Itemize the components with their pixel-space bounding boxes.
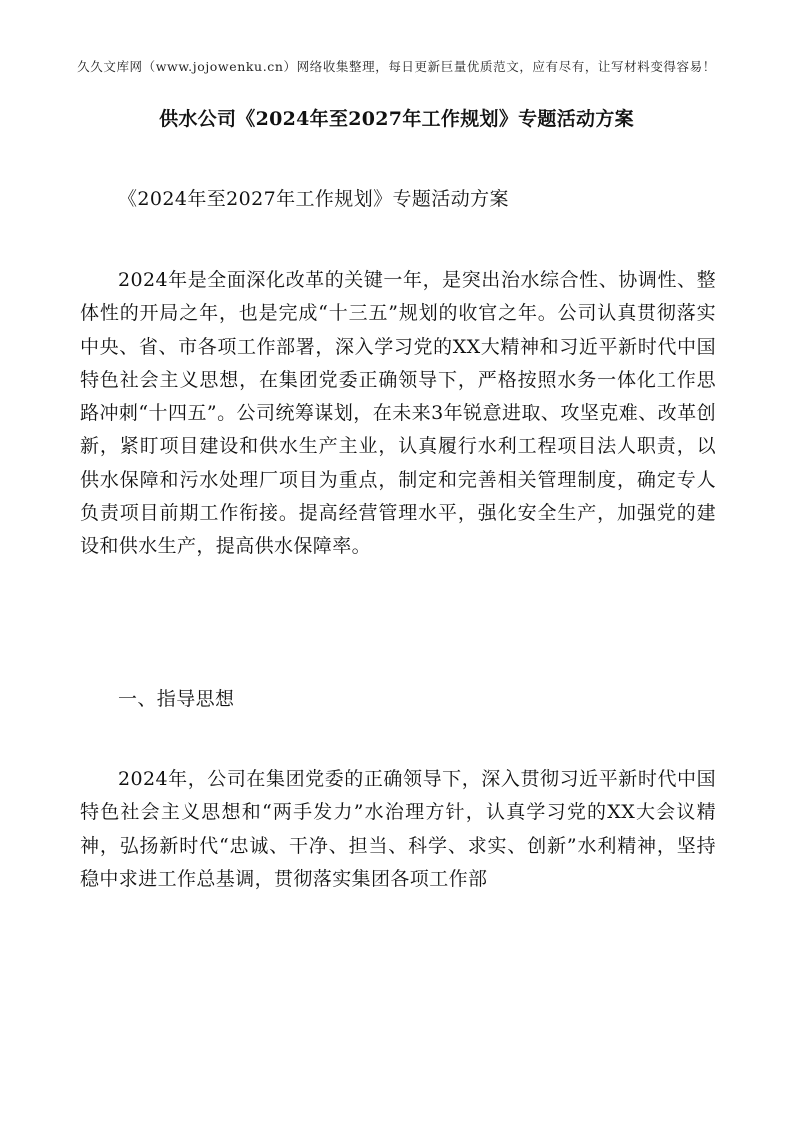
intro-paragraph: 2024年是全面深化改革的关键一年，是突出治水综合性、协调性、整体性的开局之年，也是完成“十三五”规划的收官之年。公司认真贯彻落实中央、省、市各项工作部署，深入学习党的XX大精神和习近平新时代中国特色社会主义思想，在集团党委正确领导下，严格按照水务一体化工作思路冲刺“十四五”。公司统筹谋划，在未来3年锐意进取、攻坚克难、改革创新，紧盯项目建设和供水生产主业，认真履行水利工程项目法人职责，以供水保障和污水处理厂项目为重点，制定和完善相关管理制度，确定专人负责项目前期工作衔接。提高经营管理水平，强化安全生产，加强党的建设和供水生产，提高供水保障率。 — [80, 269, 716, 558]
intro-paragraph-block — [80, 264, 716, 564]
guiding-ideology-paragraph: 2024年，公司在集团党委的正确领导下，深入贯彻习近平新时代中国特色社会主义思想和“两手发力”水治理方针，认真学习党的XX大会议精神，弘扬新时代“忠诚、干净、担当、科学、求实、创新”水利精神，坚持稳中求进工作总基调，贯彻落实集团各项工作部 — [80, 768, 716, 890]
section-heading-block — [80, 683, 716, 716]
document-title: 供水公司《2024年至2027年工作规划》专题活动方案 — [159, 108, 634, 130]
subtitle-text: 《2024年至2027年工作规划》专题活动方案 — [118, 188, 509, 210]
subtitle-block — [80, 183, 716, 216]
section-heading-guiding-ideology: 一、指导思想 — [118, 688, 235, 710]
guiding-ideology-paragraph-block — [80, 763, 716, 896]
header-watermark-note: 久久文库网（www.jojowenku.cn）网络收集整理，每日更新巨量优质范文，应有尽有，让写材料变得容易！ — [77, 59, 716, 74]
